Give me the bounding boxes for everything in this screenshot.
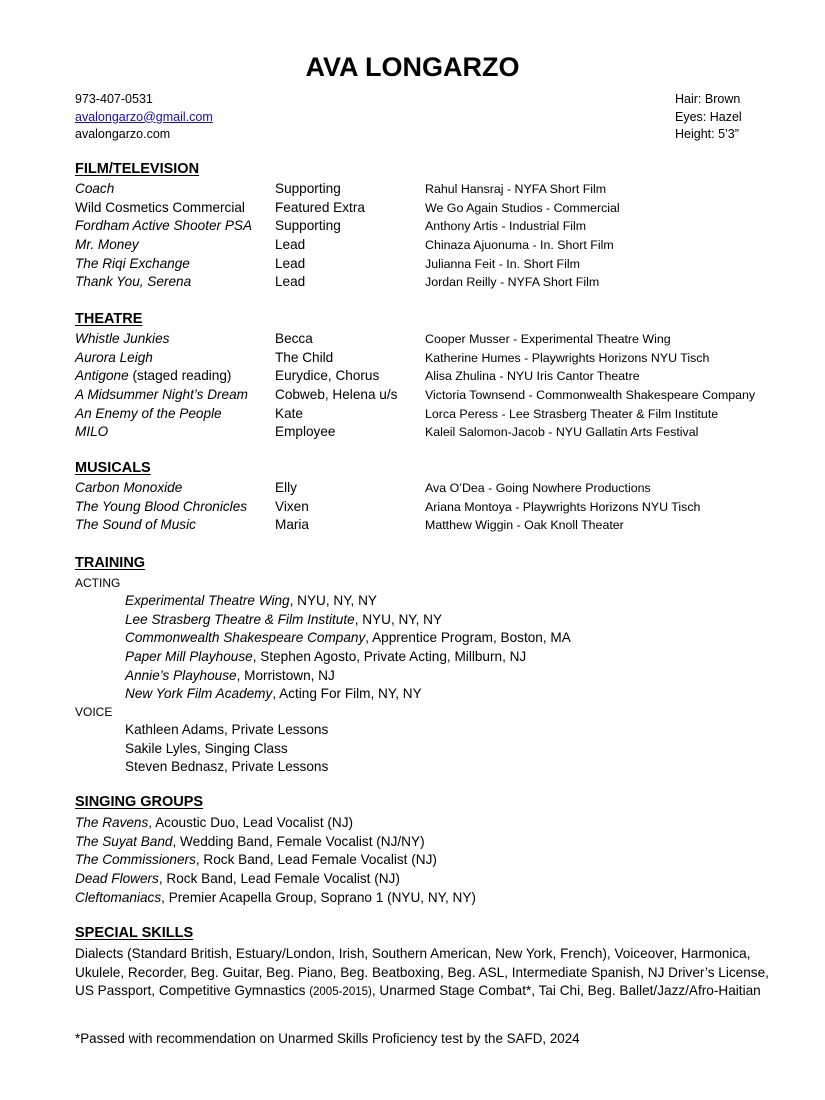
credit-director: Lorca Peress - Lee Strasberg Theater & Film Institute [425, 407, 719, 421]
section-title-film: FILM/TELEVISION [75, 161, 200, 177]
credit-title: Wild Cosmetics Commercial [75, 200, 245, 215]
credit-title: Aurora Leigh [75, 350, 153, 365]
actor-name: AVA LONGARZO [305, 52, 520, 82]
group-detail: , Rock Band, Lead Female Vocalist (NJ) [158, 871, 400, 886]
credit-row [75, 517, 795, 536]
credit-title: The Riqi Exchange [75, 256, 190, 271]
credit-director: We Go Again Studios - Commercial [425, 201, 620, 215]
singing-group-item [75, 890, 476, 905]
website: avalongarzo.com [75, 127, 171, 141]
credit-director: Matthew Wiggin - Oak Knoll Theater [425, 518, 624, 532]
skills-list-continued: , Unarmed Stage Combat*, Tai Chi, Beg. Ballet/Jazz/Afro-Haitian [371, 983, 761, 999]
training-detail: , Stephen Agosto, Private Acting, Millburn, NJ [252, 649, 527, 664]
credit-role: Becca [275, 331, 313, 346]
credit-director: Ariana Montoya - Playwrights Horizons NYU Tisch [425, 500, 701, 514]
training-school: Commonwealth Shakespeare Company [125, 630, 366, 645]
credit-row [75, 200, 795, 219]
credit-director: Julianna Feit - In. Short Film [425, 257, 580, 271]
section-title-singing-groups: SINGING GROUPS [75, 794, 204, 810]
training-detail: , NYU, NY, NY [354, 612, 443, 627]
credit-row [75, 387, 795, 406]
credit-role: The Child [275, 350, 334, 365]
credit-director: Alisa Zhulina - NYU Iris Cantor Theatre [425, 369, 640, 383]
group-detail: , Rock Band, Lead Female Vocalist (NJ) [195, 852, 437, 867]
credit-director: Kaleil Salomon-Jacob - NYU Gallatin Arts Festival [425, 425, 699, 439]
credit-director: Anthony Artis - Industrial Film [425, 219, 587, 233]
credit-director: Chinaza Ajuonuma - In. Short Film [425, 238, 614, 252]
credit-title: The Young Blood Chronicles [75, 499, 248, 514]
training-detail: , Acting For Film, NY, NY [272, 686, 422, 701]
group-detail: , Wedding Band, Female Vocalist (NJ/NY) [172, 834, 425, 849]
skills-list: Dialects (Standard British, Estuary/London, Irish, Southern American, New York, French), Voiceover, Harmonica, Ukulele, Recorder, Beg. Guitar, Beg. Piano, Beg. Beatboxing, Beg. ASL, Intermediate Spanish, NJ Driver’s License, US Passport, Competitive Gymnastics [75, 946, 769, 999]
email-link[interactable]: avalongarzo@gmail.com [75, 109, 213, 124]
credit-role: Vixen [275, 499, 309, 514]
training-voice-label: VOICE [75, 705, 113, 719]
credit-director: Rahul Hansraj - NYFA Short Film [425, 182, 607, 196]
training-item [125, 668, 335, 683]
group-name: The Ravens [75, 815, 149, 830]
training-item [125, 649, 526, 664]
credit-title: The Sound of Music [75, 517, 196, 532]
credit-title: Carbon Monoxide [75, 480, 183, 495]
section-title-theatre: THEATRE [75, 311, 143, 327]
credit-row [75, 406, 795, 425]
training-item [125, 593, 377, 608]
credit-role: Maria [275, 517, 309, 532]
credit-role: Supporting [275, 181, 341, 196]
credit-row [75, 368, 795, 387]
voice-training-item: Steven Bednasz, Private Lessons [125, 759, 329, 774]
credit-row [75, 424, 795, 443]
section-title-special-skills: SPECIAL SKILLS [75, 925, 194, 941]
credit-row [75, 499, 795, 518]
credit-role: Supporting [275, 218, 341, 233]
special-skills-text [75, 945, 790, 1002]
group-detail: , Acoustic Duo, Lead Vocalist (NJ) [148, 815, 354, 830]
training-item [125, 686, 422, 701]
training-acting-label: ACTING [75, 576, 121, 590]
credit-title: Whistle Junkies [75, 331, 170, 346]
training-item [125, 612, 442, 627]
credit-role: Lead [275, 237, 306, 252]
credit-director: Jordan Reilly - NYFA Short Film [425, 275, 600, 289]
singing-group-item [75, 852, 437, 867]
training-detail: , Apprentice Program, Boston, MA [365, 630, 571, 645]
credit-title: Antigone [75, 368, 129, 383]
group-name: Dead Flowers [75, 871, 159, 886]
gymnastics-years: (2005-2015) [309, 986, 372, 999]
credit-role: Kate [275, 406, 303, 421]
height: Height: 5’3” [675, 127, 739, 141]
credit-role: Employee [275, 424, 336, 439]
hair-color: Hair: Brown [675, 92, 741, 106]
credit-row [75, 181, 795, 200]
credit-role: Elly [275, 480, 297, 495]
credit-title: Mr. Money [75, 237, 139, 252]
training-school: Paper Mill Playhouse [125, 649, 253, 664]
credit-row [75, 480, 795, 499]
training-school: Lee Strasberg Theatre & Film Institute [125, 612, 355, 627]
credit-row [75, 237, 795, 256]
credit-director: Ava O’Dea - Going Nowhere Productions [425, 481, 651, 495]
credit-row [75, 218, 795, 237]
credit-title: An Enemy of the People [75, 406, 222, 421]
group-detail: , Premier Acapella Group, Soprano 1 (NYU, NY, NY) [161, 890, 476, 905]
credit-director: Victoria Townsend - Commonwealth Shakespeare Company [425, 388, 756, 402]
credit-title: MILO [75, 424, 109, 439]
phone-number: 973-407-0531 [75, 92, 153, 106]
credit-row [75, 350, 795, 369]
singing-group-item [75, 834, 425, 849]
contact-info [75, 91, 213, 144]
credit-director: Katherine Humes - Playwrights Horizons NYU Tisch [425, 351, 710, 365]
training-item [125, 630, 571, 645]
voice-training-item: Kathleen Adams, Private Lessons [125, 722, 329, 737]
group-name: Cleftomaniacs [75, 890, 162, 905]
physical-stats [675, 91, 742, 144]
credit-role: Eurydice, Chorus [275, 368, 380, 383]
credit-role: Cobweb, Helena u/s [275, 387, 398, 402]
credit-row [75, 331, 795, 350]
footnote: *Passed with recommendation on Unarmed Skills Proficiency test by the SAFD, 2024 [75, 1031, 580, 1046]
singing-group-item [75, 871, 400, 886]
training-school: Annie’s Playhouse [125, 668, 237, 683]
credit-title: Coach [75, 181, 115, 196]
voice-training-item: Sakile Lyles, Singing Class [125, 741, 288, 756]
credit-director: Cooper Musser - Experimental Theatre Wing [425, 332, 671, 346]
training-school: New York Film Academy [125, 686, 273, 701]
singing-group-item [75, 815, 353, 830]
credit-role: Lead [275, 274, 306, 289]
eye-color: Eyes: Hazel [675, 109, 742, 124]
credit-title: Thank You, Serena [75, 274, 192, 289]
training-school: Experimental Theatre Wing [125, 593, 290, 608]
credit-title: A Midsummer Night’s Dream [75, 387, 248, 402]
credit-role: Featured Extra [275, 200, 365, 215]
credit-role: Lead [275, 256, 306, 271]
training-detail: , NYU, NY, NY [289, 593, 377, 608]
section-title-musicals: MUSICALS [75, 460, 151, 476]
training-detail: , Morristown, NJ [236, 668, 335, 683]
credit-row [75, 256, 795, 275]
credit-title-note: (staged reading) [128, 368, 232, 383]
group-name: The Commissioners [75, 852, 196, 867]
credit-row [75, 274, 795, 293]
credit-title: Fordham Active Shooter PSA [75, 218, 253, 233]
group-name: The Suyat Band [75, 834, 173, 849]
section-title-training: TRAINING [75, 555, 146, 571]
